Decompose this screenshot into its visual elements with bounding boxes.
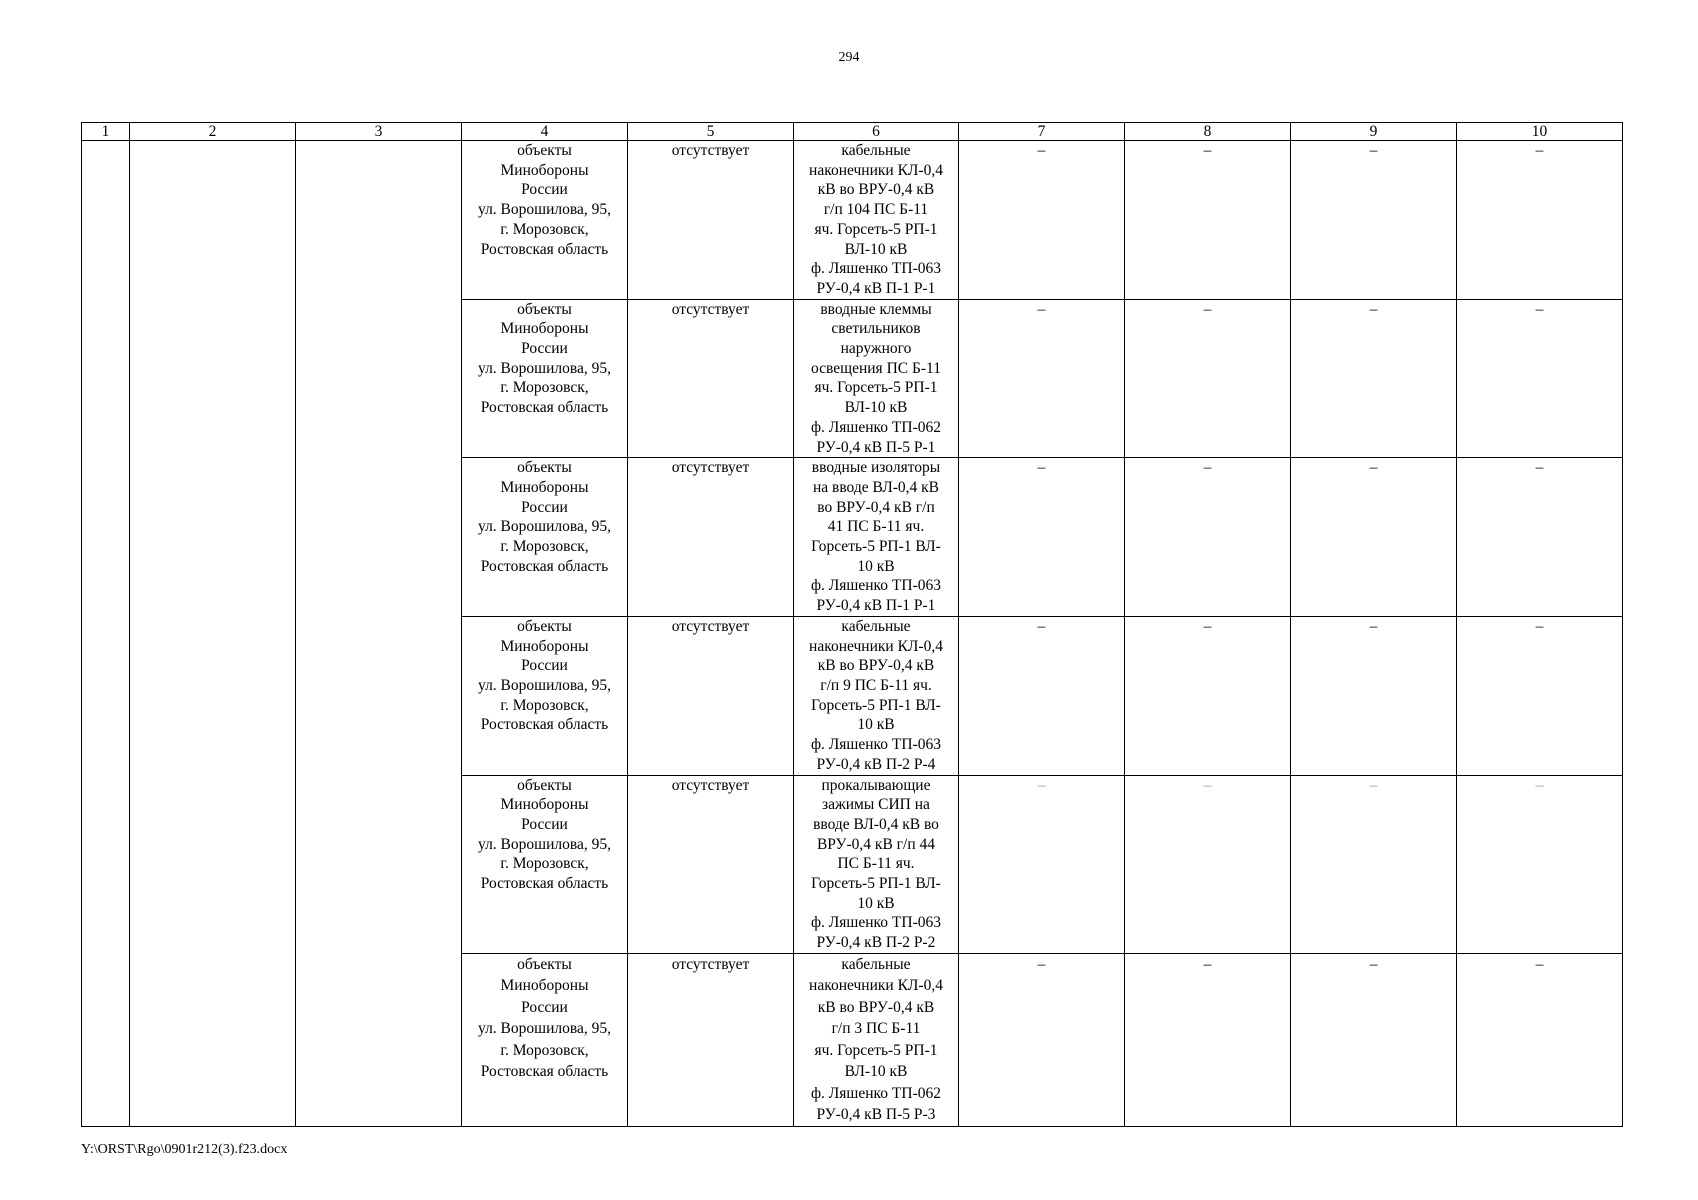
- cell-object: объекты Минобороны России ул. Ворошилова, 95, г. Морозовск, Ростовская область: [462, 458, 628, 617]
- cell-col9: –: [1291, 141, 1457, 300]
- cell-col10: –: [1457, 141, 1623, 300]
- column-header: 5: [628, 123, 794, 141]
- page-number: 294: [838, 50, 860, 65]
- cell-col7: –: [959, 458, 1125, 617]
- cell-description: кабельные наконечники КЛ-0,4 кВ во ВРУ-0,4 кВ г/п 9 ПС Б-11 яч. Горсеть-5 РП-1 ВЛ- 10 кВ ф. Ляшенко ТП-063 РУ-0,4 кВ П-2 Р-4: [794, 616, 959, 775]
- cell-col9: –: [1291, 616, 1457, 775]
- cell-col10: –: [1457, 775, 1623, 953]
- table-row: [82, 141, 1623, 300]
- cell-col10: –: [1457, 953, 1623, 1126]
- cell-col8: –: [1125, 299, 1291, 458]
- cell-col2: [130, 141, 296, 1127]
- cell-status: отсутствует: [628, 616, 794, 775]
- cell-col10: –: [1457, 299, 1623, 458]
- cell-object: объекты Минобороны России ул. Ворошилова, 95, г. Морозовск, Ростовская область: [462, 616, 628, 775]
- column-header: 7: [959, 123, 1125, 141]
- footer-file-path: Y:\ORST\Rgo\0901r212(3).f23.docx: [81, 1142, 288, 1157]
- column-header: 1: [82, 123, 130, 141]
- cell-col7: –: [959, 141, 1125, 300]
- cell-col7: –: [959, 299, 1125, 458]
- column-header: 4: [462, 123, 628, 141]
- column-header: 6: [794, 123, 959, 141]
- header-row: [82, 123, 1623, 141]
- cell-col3: [296, 141, 462, 1127]
- cell-status: отсутствует: [628, 953, 794, 1126]
- cell-description: прокалывающие зажимы СИП на вводе ВЛ-0,4 кВ во ВРУ-0,4 кВ г/п 44 ПС Б-11 яч. Горсеть-5 РП-1 ВЛ- 10 кВ ф. Ляшенко ТП-063 РУ-0,4 кВ П-2 Р-2: [794, 775, 959, 953]
- column-header: 10: [1457, 123, 1623, 141]
- column-header: 3: [296, 123, 462, 141]
- cell-col10: –: [1457, 458, 1623, 617]
- column-header: 9: [1291, 123, 1457, 141]
- cell-col7: –: [959, 775, 1125, 953]
- cell-description: кабельные наконечники КЛ-0,4 кВ во ВРУ-0,4 кВ г/п 104 ПС Б-11 яч. Горсеть-5 РП-1 ВЛ-10 кВ ф. Ляшенко ТП-063 РУ-0,4 кВ П-1 Р-1: [794, 141, 959, 300]
- cell-col8: –: [1125, 953, 1291, 1126]
- cell-col9: –: [1291, 775, 1457, 953]
- cell-status: отсутствует: [628, 299, 794, 458]
- cell-col8: –: [1125, 775, 1291, 953]
- cell-status: отсутствует: [628, 458, 794, 617]
- cell-description: вводные клеммы светильников наружного освещения ПС Б-11 яч. Горсеть-5 РП-1 ВЛ-10 кВ ф. Ляшенко ТП-062 РУ-0,4 кВ П-5 Р-1: [794, 299, 959, 458]
- cell-col9: –: [1291, 458, 1457, 617]
- data-table: [81, 122, 1623, 1127]
- cell-status: отсутствует: [628, 775, 794, 953]
- column-header: 8: [1125, 123, 1291, 141]
- cell-col1: [82, 141, 130, 1127]
- cell-col9: –: [1291, 299, 1457, 458]
- cell-object: объекты Минобороны России ул. Ворошилова, 95, г. Морозовск, Ростовская область: [462, 141, 628, 300]
- column-header: 2: [130, 123, 296, 141]
- cell-object: объекты Минобороны России ул. Ворошилова, 95, г. Морозовск, Ростовская область: [462, 953, 628, 1126]
- cell-object: объекты Минобороны России ул. Ворошилова, 95, г. Морозовск, Ростовская область: [462, 299, 628, 458]
- cell-description: кабельные наконечники КЛ-0,4 кВ во ВРУ-0,4 кВ г/п 3 ПС Б-11 яч. Горсеть-5 РП-1 ВЛ-10 кВ ф. Ляшенко ТП-062 РУ-0,4 кВ П-5 Р-3: [794, 953, 959, 1126]
- cell-col8: –: [1125, 616, 1291, 775]
- cell-col7: –: [959, 953, 1125, 1126]
- cell-description: вводные изоляторы на вводе ВЛ-0,4 кВ во ВРУ-0,4 кВ г/п 41 ПС Б-11 яч. Горсеть-5 РП-1 ВЛ- 10 кВ ф. Ляшенко ТП-063 РУ-0,4 кВ П-1 Р-1: [794, 458, 959, 617]
- cell-col8: –: [1125, 141, 1291, 300]
- cell-object: объекты Минобороны России ул. Ворошилова, 95, г. Морозовск, Ростовская область: [462, 775, 628, 953]
- cell-col8: –: [1125, 458, 1291, 617]
- cell-status: отсутствует: [628, 141, 794, 300]
- cell-col9: –: [1291, 953, 1457, 1126]
- cell-col10: –: [1457, 616, 1623, 775]
- cell-col7: –: [959, 616, 1125, 775]
